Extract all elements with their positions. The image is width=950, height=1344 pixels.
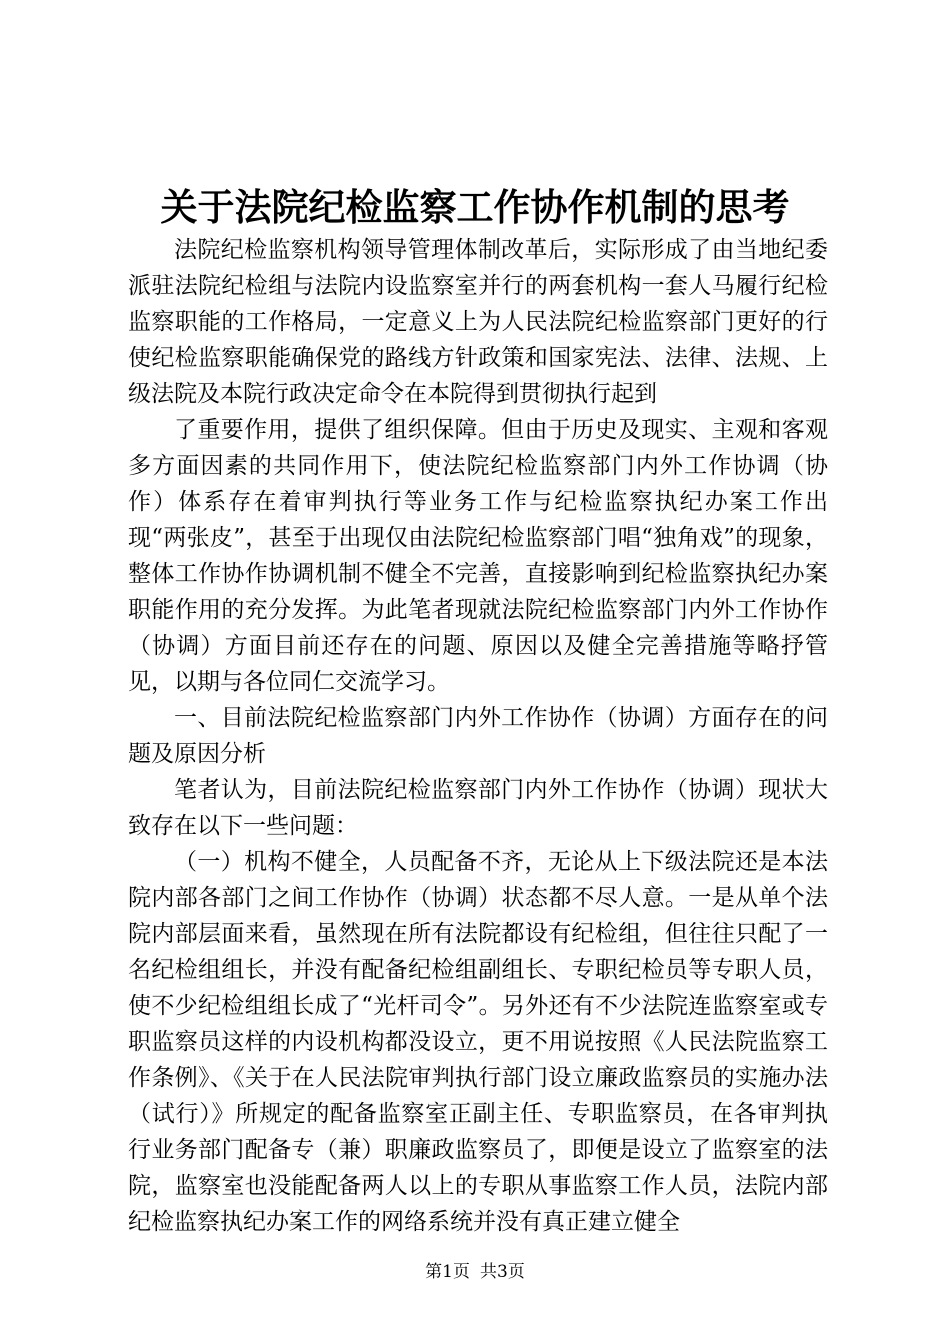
page-total: 共3页 xyxy=(480,1262,525,1282)
section-heading: 一、目前法院纪检监察部门内外工作协作（协调）方面存在的问题及原因分析 xyxy=(128,705,828,767)
page-footer xyxy=(0,1260,950,1284)
paragraph: 笔者认为，目前法院纪检监察部门内外工作协作（协调）现状大致存在以下一些问题： xyxy=(128,777,828,839)
paragraph: （一）机构不健全，人员配备不齐，无论从上下级法院还是本法院内部各部门之间工作协作（协调）状态都不尽人意。一是从单个法院内部层面来看，虽然现在所有法院都设有纪检组，但往往只配了一名纪检组组长，并没有配备纪检组副组长、专职纪检员等专职人员，使不少纪检组组长成了“光杆司令”。另外还有不少法院连监察室或专职监察员这样的内设机构都没设立，更不用说按照《人民法院监察工作条例》、《关于在人民法院审判执行部门设立廉政监察员的实施办法（试行）》所规定的配备监察室正副主任、专职监察员，在各审判执行业务部门配备专（兼）职廉政监察员了，即便是设立了监察室的法院，监察室也没能配备两人以上的专职从事监察工作人员，法院内部纪检监察执纪办案工作的网络系统并没有真正建立健全 xyxy=(128,849,828,1235)
paragraph: 了重要作用，提供了组织保障。但由于历史及现实、主观和客观多方面因素的共同作用下，使法院纪检监察部门内外工作协调（协作）体系存在着审判执行等业务工作与纪检监察执纪办案工作出现“两张皮”，甚至于出现仅由法院纪检监察部门唱“独角戏”的现象，整体工作协作协调机制不健全不完善，直接影响到纪检监察执纪办案职能作用的充分发挥。为此笔者现就法院纪检监察部门内外工作协作（协调）方面目前还存在的问题、原因以及健全完善措施等略抒管见，以期与各位同仁交流学习。 xyxy=(128,417,828,695)
document-title: 关于法院纪检监察工作协作机制的思考 xyxy=(160,185,790,229)
page-number: 第1页 xyxy=(425,1262,470,1282)
paragraph: 法院纪检监察机构领导管理体制改革后，实际形成了由当地纪委派驻法院纪检组与法院内设监察室并行的两套机构一套人马履行纪检监察职能的工作格局，一定意义上为人民法院纪检监察部门更好的行使纪检监察职能确保党的路线方针政策和国家宪法、法律、法规、上级法院及本院行政决定命令在本院得到贯彻执行起到 xyxy=(128,237,828,407)
document-body xyxy=(128,232,828,1240)
